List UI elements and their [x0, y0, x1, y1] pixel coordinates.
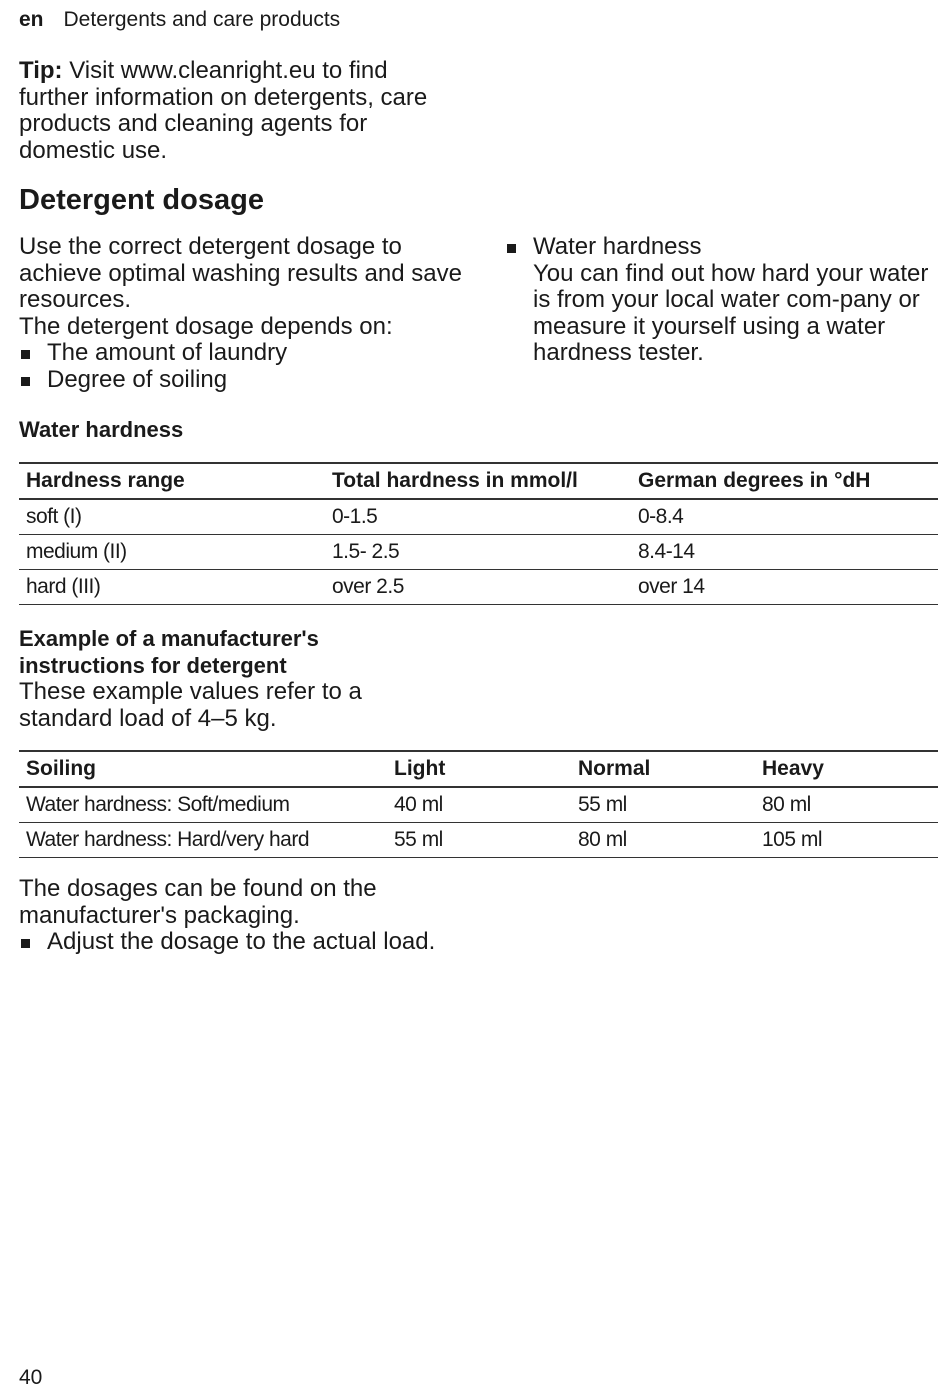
table-cell: hard (III): [19, 570, 325, 605]
list-item: [505, 234, 945, 367]
column-header: Normal: [571, 751, 755, 787]
table-row: [19, 570, 938, 605]
water-hardness-heading: Water hardness: [19, 417, 184, 442]
table-cell: 80 ml: [571, 823, 755, 858]
table-cell: 0-1.5: [325, 499, 631, 535]
column-header: Light: [387, 751, 571, 787]
list-item: Degree of soiling: [19, 367, 469, 394]
tip-label: Tip:: [19, 57, 63, 84]
page-number: 40: [19, 1366, 43, 1389]
table-header-row: [19, 463, 938, 499]
column-header: German degrees in °dH: [631, 463, 938, 499]
table-row: [19, 535, 938, 570]
table-cell: 0-8.4: [631, 499, 938, 535]
page-header: [19, 8, 340, 32]
dosage-left-column: [19, 234, 469, 393]
table-cell: Water hardness: Soft/medium: [19, 787, 387, 823]
closing-text: The dosages can be found on the manufacturer's packaging.: [19, 875, 377, 929]
table-cell: 1.5- 2.5: [325, 535, 631, 570]
table-cell: Water hardness: Hard/very hard: [19, 823, 387, 858]
detergent-dosage-table: [19, 750, 938, 858]
table-cell: medium (II): [19, 535, 325, 570]
dosage-right-column: [505, 234, 945, 367]
table-cell: 55 ml: [571, 787, 755, 823]
column-header: Heavy: [755, 751, 938, 787]
list-item: Adjust the dosage to the actual load.: [19, 929, 449, 956]
column-header: Hardness range: [19, 463, 325, 499]
table-header-row: [19, 751, 938, 787]
water-hardness-list: [505, 234, 945, 367]
table-cell: 55 ml: [387, 823, 571, 858]
water-hardness-item-text: You can find out how hard your water is from your local water com-pany or measure it yourself using a water hardness tester.: [533, 259, 929, 366]
example-text: These example values refer to a standard load of 4–5 kg.: [19, 678, 362, 732]
language-code: en: [19, 8, 44, 31]
list-item: The amount of laundry: [19, 340, 469, 367]
column-header: Soiling: [19, 751, 387, 787]
table-row: [19, 499, 938, 535]
table-cell: 8.4-14: [631, 535, 938, 570]
table-cell: 105 ml: [755, 823, 938, 858]
table-cell: over 2.5: [325, 570, 631, 605]
dosage-depends: The detergent dosage depends on:: [19, 312, 393, 340]
column-header: Total hardness in mmol/l: [325, 463, 631, 499]
tip-text: Visit www.cleanright.eu to find further information on detergents, care products and cleaning agents for domestic use.: [19, 57, 428, 164]
tip-paragraph: [19, 58, 449, 164]
table-row: [19, 823, 938, 858]
water-hardness-item-title: Water hardness: [533, 233, 702, 260]
closing-list: [19, 929, 449, 956]
section-title: Detergents and care products: [63, 8, 341, 31]
example-heading: Example of a manufacturer's instructions for detergent: [19, 626, 319, 678]
table-cell: 80 ml: [755, 787, 938, 823]
table-cell: soft (I): [19, 499, 325, 535]
table-cell: over 14: [631, 570, 938, 605]
closing-section: [19, 876, 449, 956]
table-cell: 40 ml: [387, 787, 571, 823]
water-hardness-table: [19, 462, 938, 605]
table-row: [19, 787, 938, 823]
detergent-dosage-heading: Detergent dosage: [19, 184, 264, 216]
dosage-factor-list: [19, 340, 469, 393]
dosage-intro: Use the correct detergent dosage to achieve optimal washing results and save resources.: [19, 233, 462, 313]
